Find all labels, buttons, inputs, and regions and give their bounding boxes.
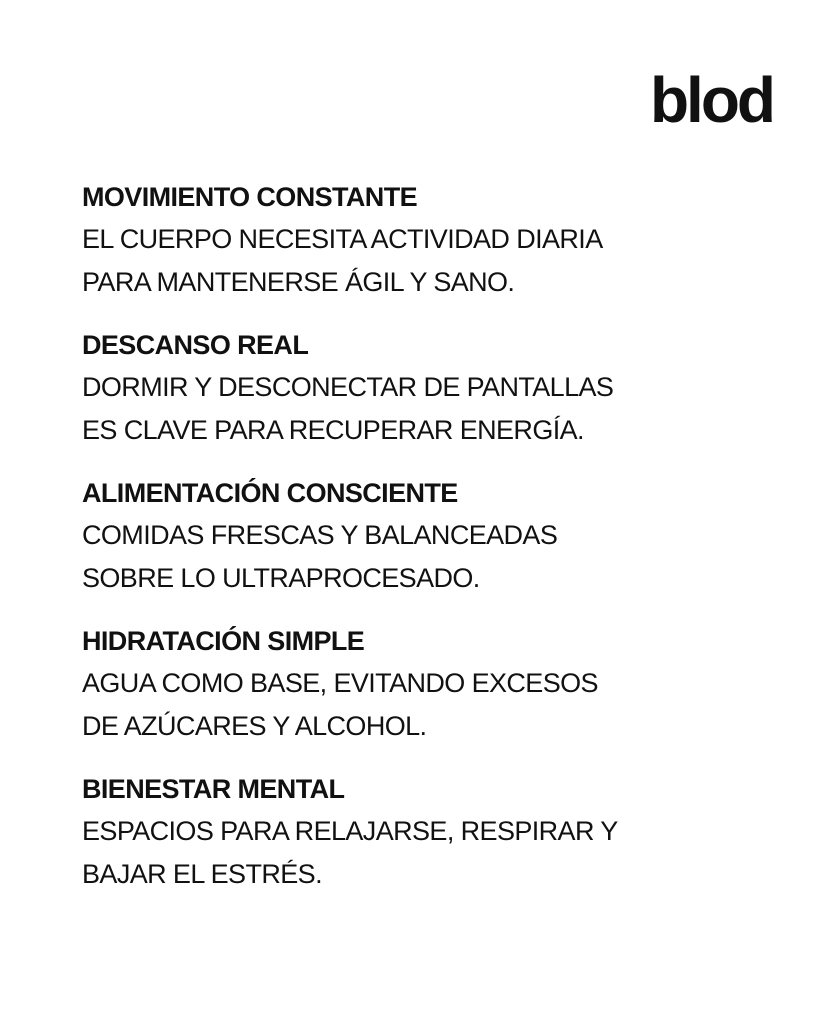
section-text-line: COMIDAS FRESCAS Y BALANCEADAS xyxy=(82,520,558,550)
section-title: HIDRATACIÓN SIMPLE xyxy=(82,626,365,656)
section-text-line: AGUA COMO BASE, EVITANDO EXCESOS xyxy=(82,668,598,698)
section-text-line: SOBRE LO ULTRAPROCESADO. xyxy=(82,563,480,593)
section-title: MOVIMIENTO CONSTANTE xyxy=(82,182,418,212)
section-text-line: ESPACIOS PARA RELAJARSE, RESPIRAR Y xyxy=(82,816,618,846)
section-text-line: EL CUERPO NECESITA ACTIVIDAD DIARIA xyxy=(82,224,603,254)
wellness-sections xyxy=(82,178,762,918)
section-title: DESCANSO REAL xyxy=(82,330,309,360)
section-text-line: DORMIR Y DESCONECTAR DE PANTALLAS xyxy=(82,372,614,402)
section-text-line: BAJAR EL ESTRÉS. xyxy=(82,859,322,889)
section-mental-wellbeing xyxy=(82,770,762,896)
section-text-line: ES CLAVE PARA RECUPERAR ENERGÍA. xyxy=(82,415,584,445)
section-text-line: DE AZÚCARES Y ALCOHOL. xyxy=(82,711,427,741)
section-title: BIENESTAR MENTAL xyxy=(82,774,345,804)
section-movement xyxy=(82,178,762,304)
section-rest xyxy=(82,326,762,452)
section-text-line: PARA MANTENERSE ÁGIL Y SANO. xyxy=(82,267,515,297)
brand-logo: blod xyxy=(649,64,773,136)
section-hydration xyxy=(82,622,762,748)
section-nutrition xyxy=(82,474,762,600)
section-title: ALIMENTACIÓN CONSCIENTE xyxy=(82,478,458,508)
